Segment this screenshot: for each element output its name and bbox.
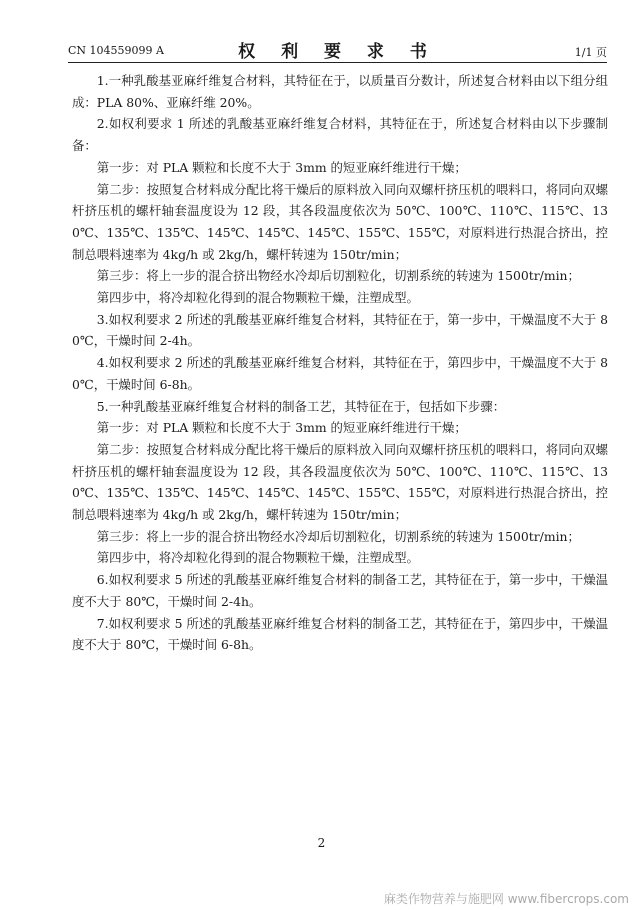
claim-paragraph: 第一步：对 PLA 颗粒和长度不大于 3mm 的短亚麻纤维进行干燥； xyxy=(96,159,467,175)
claim-paragraph: 第二步：按照复合材料成分配比将干燥后的原料放入同向双螺杆挤压机的喂料口，将同向双螺杆挤压机的螺杆轴套温度设为 12 段，其各段温度依次为 50℃、100℃、110℃、115℃、130℃、135℃、135℃、145℃、145℃、145℃、155℃、155℃，对原料进行热混合挤出，控制总喂料速率为 4kg/h 或 2kg/h，螺杆转速为 150tr/min； xyxy=(72,441,608,523)
site-watermark: 麻类作物营养与施肥网 www.fibercrops.com xyxy=(383,892,629,906)
claim-paragraph: 2.如权利要求 1 所述的乳酸基亚麻纤维复合材料，其特征在于，所述复合材料由以下步骤制备： xyxy=(72,116,608,154)
claim-paragraph: 第二步：按照复合材料成分配比将干燥后的原料放入同向双螺杆挤压机的喂料口，将同向双螺杆挤压机的螺杆轴套温度设为 12 段，其各段温度依次为 50℃、100℃、110℃、115℃、130℃、135℃、135℃、145℃、145℃、145℃、155℃、155℃，对原料进行热混合挤出，控制总喂料速率为 4kg/h 或 2kg/h，螺杆转速为 150tr/min； xyxy=(72,181,608,262)
claim-paragraph: 5.一种乳酸基亚麻纤维复合材料的制备工艺，其特征在于，包括如下步骤： xyxy=(96,398,506,414)
claim-paragraph: 第四步中，将冷却粒化得到的混合物颗粒干燥，注塑成型。 xyxy=(96,550,419,566)
claim-paragraph: 第一步：对 PLA 颗粒和长度不大于 3mm 的短亚麻纤维进行干燥； xyxy=(96,420,467,436)
publication-number: CN 104559099 A xyxy=(68,44,164,57)
claim-paragraph: 1.一种乳酸基亚麻纤维复合材料，其特征在于，以质量百分数计，所述复合材料由以下组分组成：PLA 80%、亚麻纤维 20%。 xyxy=(72,73,608,110)
claim-paragraph: 7.如权利要求 5 所述的乳酸基亚麻纤维复合材料的制备工艺，其特征在于，第四步中，干燥温度不大于 80℃，干燥时间 6-8h。 xyxy=(72,615,608,653)
page-title: 权 利 要 求 书 xyxy=(238,42,437,62)
claim-paragraph: 第三步：将上一步的混合挤出物经水冷却后切割粒化，切割系统的转速为 1500tr/min； xyxy=(96,528,580,544)
page-header xyxy=(68,36,607,63)
claims-body xyxy=(72,70,608,656)
claim-paragraph: 4.如权利要求 2 所述的乳酸基亚麻纤维复合材料，其特征在于，第四步中，干燥温度不大于 80℃，干燥时间 6-8h。 xyxy=(72,355,608,392)
page-number: 2 xyxy=(317,836,326,850)
claim-paragraph: 第四步中，将冷却粒化得到的混合物颗粒干燥，注塑成型。 xyxy=(96,290,419,306)
page-index: 1/1 页 xyxy=(574,46,607,59)
claim-paragraph: 6.如权利要求 5 所述的乳酸基亚麻纤维复合材料的制备工艺，其特征在于，第一步中，干燥温度不大于 80℃，干燥时间 2-4h。 xyxy=(72,572,608,609)
claim-paragraph: 第三步：将上一步的混合挤出物经水冷却后切割粒化，切割系统的转速为 1500tr/min； xyxy=(96,268,580,284)
claim-paragraph: 3.如权利要求 2 所述的乳酸基亚麻纤维复合材料，其特征在于，第一步中，干燥温度不大于 80℃，干燥时间 2-4h。 xyxy=(72,311,608,349)
